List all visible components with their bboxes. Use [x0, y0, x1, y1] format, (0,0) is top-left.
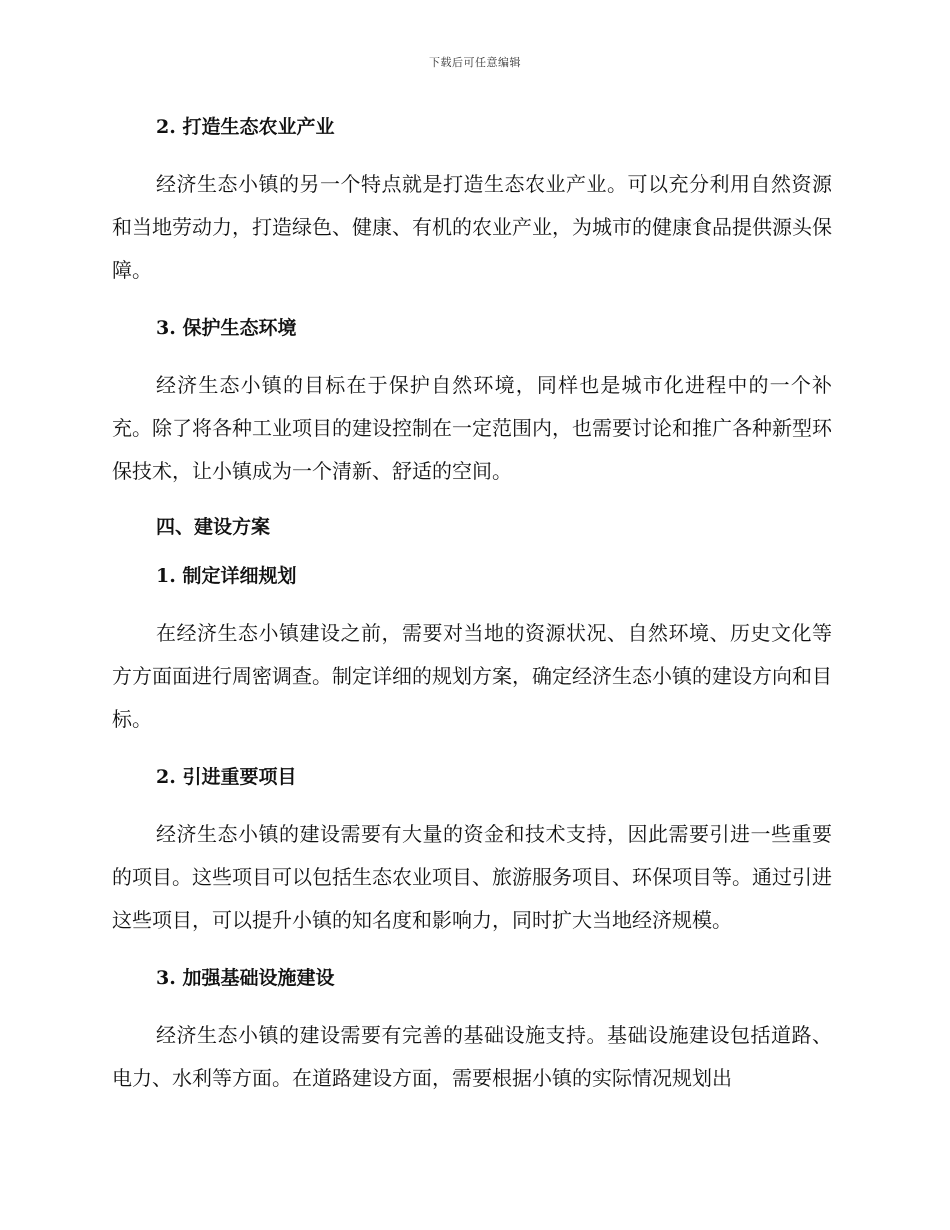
body-paragraph: 在经济生态小镇建设之前，需要对当地的资源状况、自然环境、历史文化等方方面面进行周密调查。制定详细的规划方案，确定经济生态小镇的建设方向和目标。: [112, 621, 832, 731]
body-paragraph: 经济生态小镇的目标在于保护自然环境，同样也是城市化进程中的一个补充。除了将各种工业项目的建设控制在一定范围内，也需要讨论和推广各种新型环保技术，让小镇成为一个清新、舒适的空间。: [112, 373, 832, 483]
section-heading: 2. 引进重要项目: [156, 766, 297, 788]
section-heading: 3. 加强基础设施建设: [156, 967, 335, 989]
body-paragraph: 经济生态小镇的建设需要有大量的资金和技术支持，因此需要引进一些重要的项目。这些项目可以包括生态农业项目、旅游服务项目、环保项目等。通过引进这些项目，可以提升小镇的知名度和影响力，同时扩大当地经济规模。: [112, 822, 832, 932]
body-paragraph: 经济生态小镇的另一个特点就是打造生态农业产业。可以充分利用自然资源和当地劳动力，打造绿色、健康、有机的农业产业，为城市的健康食品提供源头保障。: [112, 172, 832, 282]
page-header: 下载后可任意编辑: [429, 56, 521, 69]
section-heading: 1. 制定详细规划: [156, 565, 297, 587]
section-heading: 2. 打造生态农业产业: [156, 116, 335, 138]
chapter-heading: 四、建设方案: [156, 516, 271, 538]
body-paragraph: 经济生态小镇的建设需要有完善的基础设施支持。基础设施建设包括道路、电力、水利等方面。在道路建设方面，需要根据小镇的实际情况规划出: [112, 1023, 832, 1090]
document-body: [112, 112, 832, 1100]
section-heading: 3. 保护生态环境: [156, 317, 297, 339]
